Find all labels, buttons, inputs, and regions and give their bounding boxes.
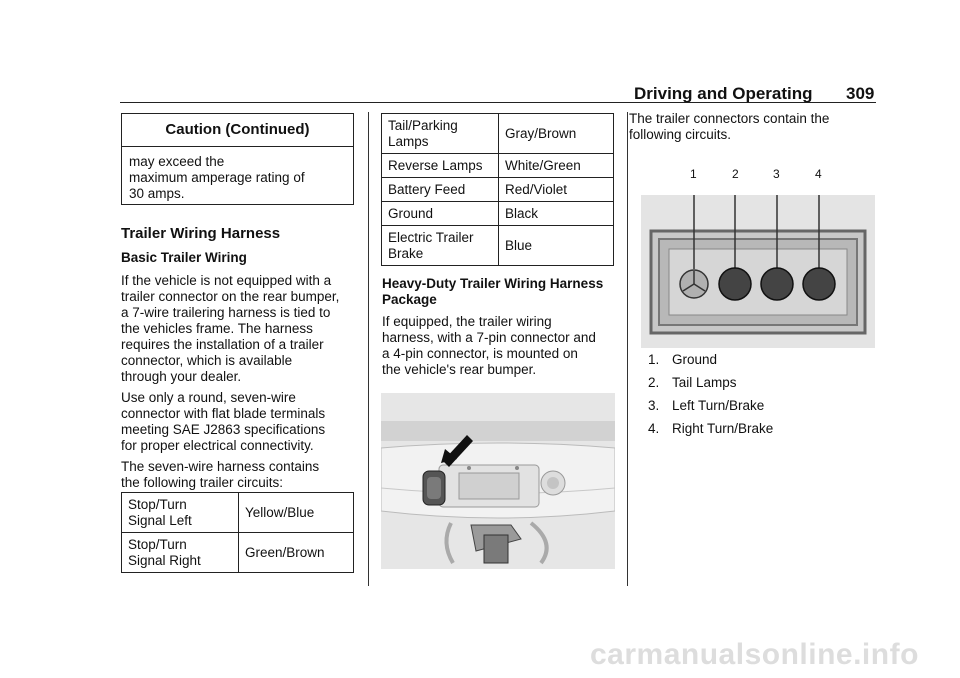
- circuit-cell: Stop/Turn Signal Left: [122, 493, 239, 533]
- pin-label-1: 1: [690, 167, 697, 181]
- text-line: through your dealer.: [121, 369, 242, 384]
- color-cell: Red/Violet: [499, 178, 614, 202]
- circuit-cell: Electric Trailer Brake: [382, 226, 499, 266]
- paragraph-connector: [121, 390, 325, 454]
- text-line: If the vehicle is not equipped with a: [121, 273, 332, 288]
- text-line: connector, which is available: [121, 353, 293, 368]
- pin-label-3: 3: [773, 167, 780, 181]
- table-row: [382, 114, 614, 154]
- circuit-cell: Battery Feed: [382, 178, 499, 202]
- wiring-table-right: [381, 113, 614, 266]
- text-line: a 4-pin connector, is mounted on: [382, 346, 578, 361]
- page-number: 309: [846, 84, 875, 103]
- text-line: The seven-wire harness contains: [121, 459, 320, 474]
- list-item: 2. Tail Lamps: [648, 375, 737, 390]
- paragraph-connectors-intro: [629, 111, 829, 143]
- section-heading: Trailer Wiring Harness: [121, 225, 281, 242]
- text-line: connector with flat blade terminals: [121, 406, 326, 421]
- table-row: [122, 533, 354, 573]
- circuit-cell: Stop/Turn Signal Right: [122, 533, 239, 573]
- text-line: the following trailer circuits:: [121, 475, 284, 490]
- paragraph-heavy-duty: [382, 314, 596, 378]
- caution-line: 30 amps.: [129, 186, 185, 201]
- text-line: the vehicles frame. The harness: [121, 321, 313, 336]
- text-line: The trailer connectors contain the: [629, 111, 830, 126]
- caution-line: may exceed the: [129, 154, 225, 169]
- wiring-table-left: [121, 492, 354, 573]
- caution-body: [122, 147, 353, 202]
- caution-box: [121, 113, 354, 205]
- text-line: trailer connector on the rear bumper,: [121, 289, 340, 304]
- connector-diagram: [641, 195, 875, 348]
- list-item: 4. Right Turn/Brake: [648, 421, 774, 436]
- header-rule: [120, 102, 876, 103]
- text-line: for proper electrical connectivity.: [121, 438, 314, 453]
- pin-label-2: 2: [732, 167, 739, 181]
- table-row: [382, 178, 614, 202]
- text-line: requires the installation of a trailer: [121, 337, 324, 352]
- bumper-illustration: [381, 393, 615, 569]
- circuit-cell: Tail/Parking Lamps: [382, 114, 499, 154]
- text-line: a 7-wire trailering harness is tied to: [121, 305, 331, 320]
- paragraph-circuits: [121, 459, 319, 491]
- table-row: [382, 226, 614, 266]
- subheading-heavy-duty: Heavy-Duty Trailer Wiring Harness Package: [382, 276, 604, 307]
- color-cell: Yellow/Blue: [239, 493, 354, 533]
- circuit-cell: Reverse Lamps: [382, 154, 499, 178]
- text-line: following circuits.: [629, 127, 732, 142]
- color-cell: Green/Brown: [239, 533, 354, 573]
- text-line: the vehicle's rear bumper.: [382, 362, 537, 377]
- text-line: Use only a round, seven-wire: [121, 390, 296, 405]
- circuit-cell: Ground: [382, 202, 499, 226]
- color-cell: Blue: [499, 226, 614, 266]
- caution-line: maximum amperage rating of: [129, 170, 305, 185]
- section-title: Driving and Operating: [634, 84, 813, 103]
- text-line: meeting SAE J2863 specifications: [121, 422, 326, 437]
- caution-title: Caution (Continued): [122, 114, 353, 147]
- paragraph-intro: [121, 273, 339, 385]
- table-row: [382, 154, 614, 178]
- text-line: If equipped, the trailer wiring: [382, 314, 552, 329]
- color-cell: Gray/Brown: [499, 114, 614, 154]
- subheading: Basic Trailer Wiring: [121, 250, 247, 265]
- table-row: [122, 493, 354, 533]
- table-row: [382, 202, 614, 226]
- color-cell: White/Green: [499, 154, 614, 178]
- watermark: carmanualsonline.info: [590, 638, 919, 671]
- list-item: 3. Left Turn/Brake: [648, 398, 765, 413]
- column-divider-2: [627, 112, 628, 586]
- text-line: harness, with a 7-pin connector and: [382, 330, 596, 345]
- column-divider-1: [368, 112, 369, 586]
- pin-label-4: 4: [815, 167, 822, 181]
- list-item: 1. Ground: [648, 352, 718, 367]
- color-cell: Black: [499, 202, 614, 226]
